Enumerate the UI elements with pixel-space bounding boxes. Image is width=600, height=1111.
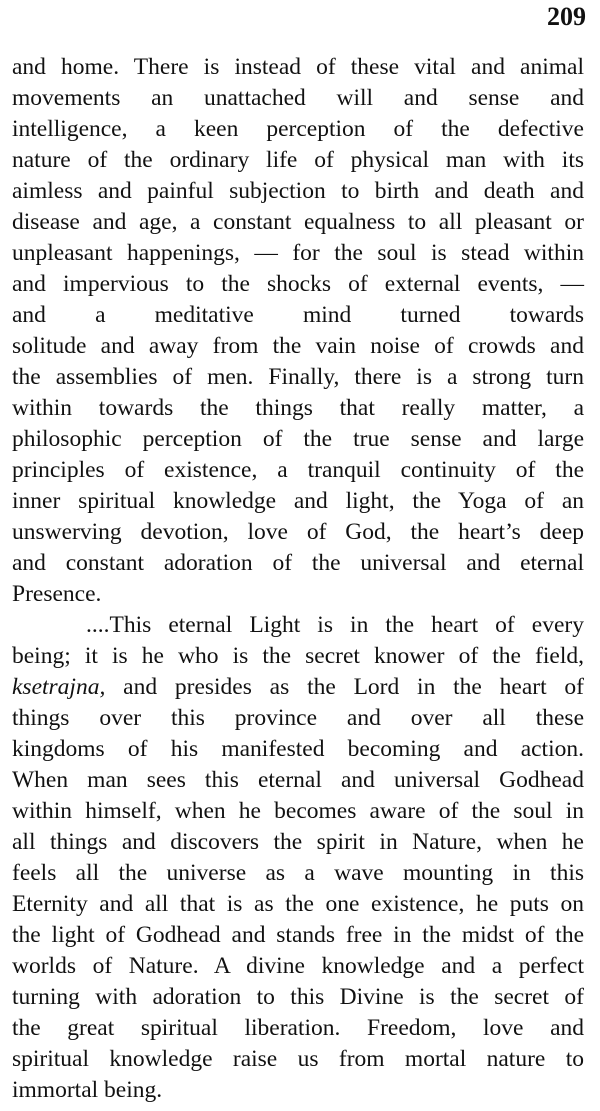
text-line: principles of existence, a tranquil continuity of the: [12, 457, 584, 483]
text-line: turning with adoration to this Divine is the secret of: [12, 984, 584, 1010]
text-line: inner spiritual knowledge and light, the Yoga of an: [12, 488, 584, 514]
body-text: [12, 52, 584, 1106]
text-line: aimless and painful subjection to birth and death and: [12, 178, 584, 204]
page-number: 209: [547, 2, 586, 31]
text-line: Eternity and all that is as the one existence, he puts on: [12, 891, 584, 917]
text-line: ....This eternal Light is in the heart of every: [86, 612, 584, 638]
text-line: movements an unattached will and sense and: [12, 85, 584, 111]
text-line: intelligence, a keen perception of the defective: [12, 116, 584, 142]
text-line: the great spiritual liberation. Freedom, love and: [12, 1015, 584, 1041]
text-line: the light of Godhead and stands free in the midst of the: [12, 922, 584, 948]
text-line: within towards the things that really matter, a: [12, 395, 584, 421]
text-line: and a meditative mind turned towards: [12, 302, 584, 328]
text-line: unswerving devotion, love of God, the heart’s deep: [12, 519, 584, 545]
text-line: disease and age, a constant equalness to all pleasant or: [12, 209, 584, 235]
text-line-rest: and presides as the Lord in the heart of: [105, 674, 584, 700]
text-line: worlds of Nature. A divine knowledge and a perfect: [12, 953, 584, 979]
paragraph-1: [12, 52, 584, 610]
text-line: and home. There is instead of these vital and animal: [12, 54, 584, 80]
text-line: When man sees this eternal and universal Godhead: [12, 767, 584, 793]
text-line: kingdoms of his manifested becoming and action.: [12, 736, 584, 762]
text-line: unpleasant happenings, — for the soul is stead within: [12, 240, 584, 266]
text-line: all things and discovers the spirit in Nature, when he: [12, 829, 584, 855]
text-line: the assemblies of men. Finally, there is a strong turn: [12, 364, 584, 390]
text-line: spiritual knowledge raise us from mortal nature to: [12, 1046, 584, 1072]
text-line: and impervious to the shocks of external events, —: [12, 271, 584, 297]
text-line: being; it is he who is the secret knower of the field,: [12, 643, 584, 669]
sanskrit-term: ksetrajna,: [12, 674, 106, 700]
text-line: within himself, when he becomes aware of the soul in: [12, 798, 584, 824]
paragraph-2: [12, 610, 584, 1106]
text-line: Presence.: [12, 581, 102, 607]
text-line: [12, 672, 584, 703]
text-line: feels all the universe as a wave mounting in this: [12, 860, 584, 886]
text-line: things over this province and over all these: [12, 705, 584, 731]
text-line: and constant adoration of the universal and eternal: [12, 550, 584, 576]
text-line: nature of the ordinary life of physical man with its: [12, 147, 584, 173]
text-line: immortal being.: [12, 1077, 163, 1103]
text-line: philosophic perception of the true sense and large: [12, 426, 584, 452]
text-line: solitude and away from the vain noise of crowds and: [12, 333, 584, 359]
